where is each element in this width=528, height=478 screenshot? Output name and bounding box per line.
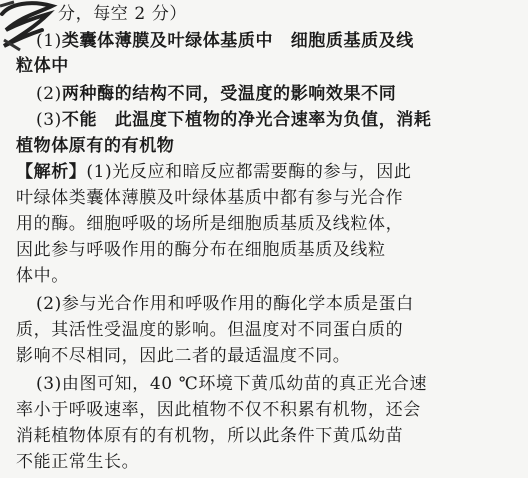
analysis-p2-line-3: 影响不尽相同，因此二者的最适温度不同。 — [16, 346, 351, 366]
analysis-p2-line-1: (2)参与光合作用和呼吸作用的酶化学本质是蛋白 — [36, 294, 414, 314]
analysis-p1-line-1: 【解析】(1)光反应和暗反应都需要酶的参与，因此 — [16, 162, 412, 182]
analysis-p1-line-4: 因此参与呼吸作用的酶分布在细胞质基质及线粒 — [16, 240, 386, 260]
q1-label: (1) — [36, 31, 62, 51]
analysis-p3-line-2: 率小于呼吸速率，因此植物不仅不积累有机物，还会 — [16, 400, 421, 420]
analysis-p1-line-5: 体中。 — [16, 266, 69, 286]
analysis-p3-line-3: 消耗植物体原有的有机物，所以此条件下黄瓜幼苗 — [16, 426, 404, 446]
q3-text: 不能 此温度下植物的净光合速率为负值，消耗 — [61, 110, 432, 130]
q2-text: 两种酶的结构不同，受温度的影响效果不同 — [61, 84, 397, 104]
analysis-p3-line-1: (3)由图可知，40 ℃环境下黄瓜幼苗的真正光合速 — [36, 374, 428, 394]
analysis-p3-line-4: 不能正常生长。 — [16, 452, 140, 472]
analysis-p2-line-2: 质，其活性受温度的影响。但温度对不同蛋白质的 — [16, 320, 404, 340]
answer-q1 — [36, 31, 414, 51]
q1-text: 类囊体薄膜及叶绿体基质中 细胞质基质及线 — [61, 31, 414, 51]
score-header: 分，每空 2 分） — [58, 4, 188, 24]
answer-q3-continued: 植物体原有的有机物 — [16, 136, 175, 156]
analysis-p1-line-2: 叶绿体类囊体薄膜及叶绿体基质中都有参与光合作 — [16, 188, 404, 208]
answer-q2 — [36, 84, 396, 104]
answer-q3 — [36, 110, 432, 130]
analysis-tag: 【解析】 — [16, 162, 87, 182]
q3-label: (3) — [36, 110, 62, 130]
answer-q1-continued: 粒体中 — [16, 56, 69, 76]
analysis-p1-line-3: 用的酶。细胞呼吸的场所是细胞质基质及线粒体， — [16, 214, 404, 234]
q2-label: (2) — [36, 84, 62, 104]
